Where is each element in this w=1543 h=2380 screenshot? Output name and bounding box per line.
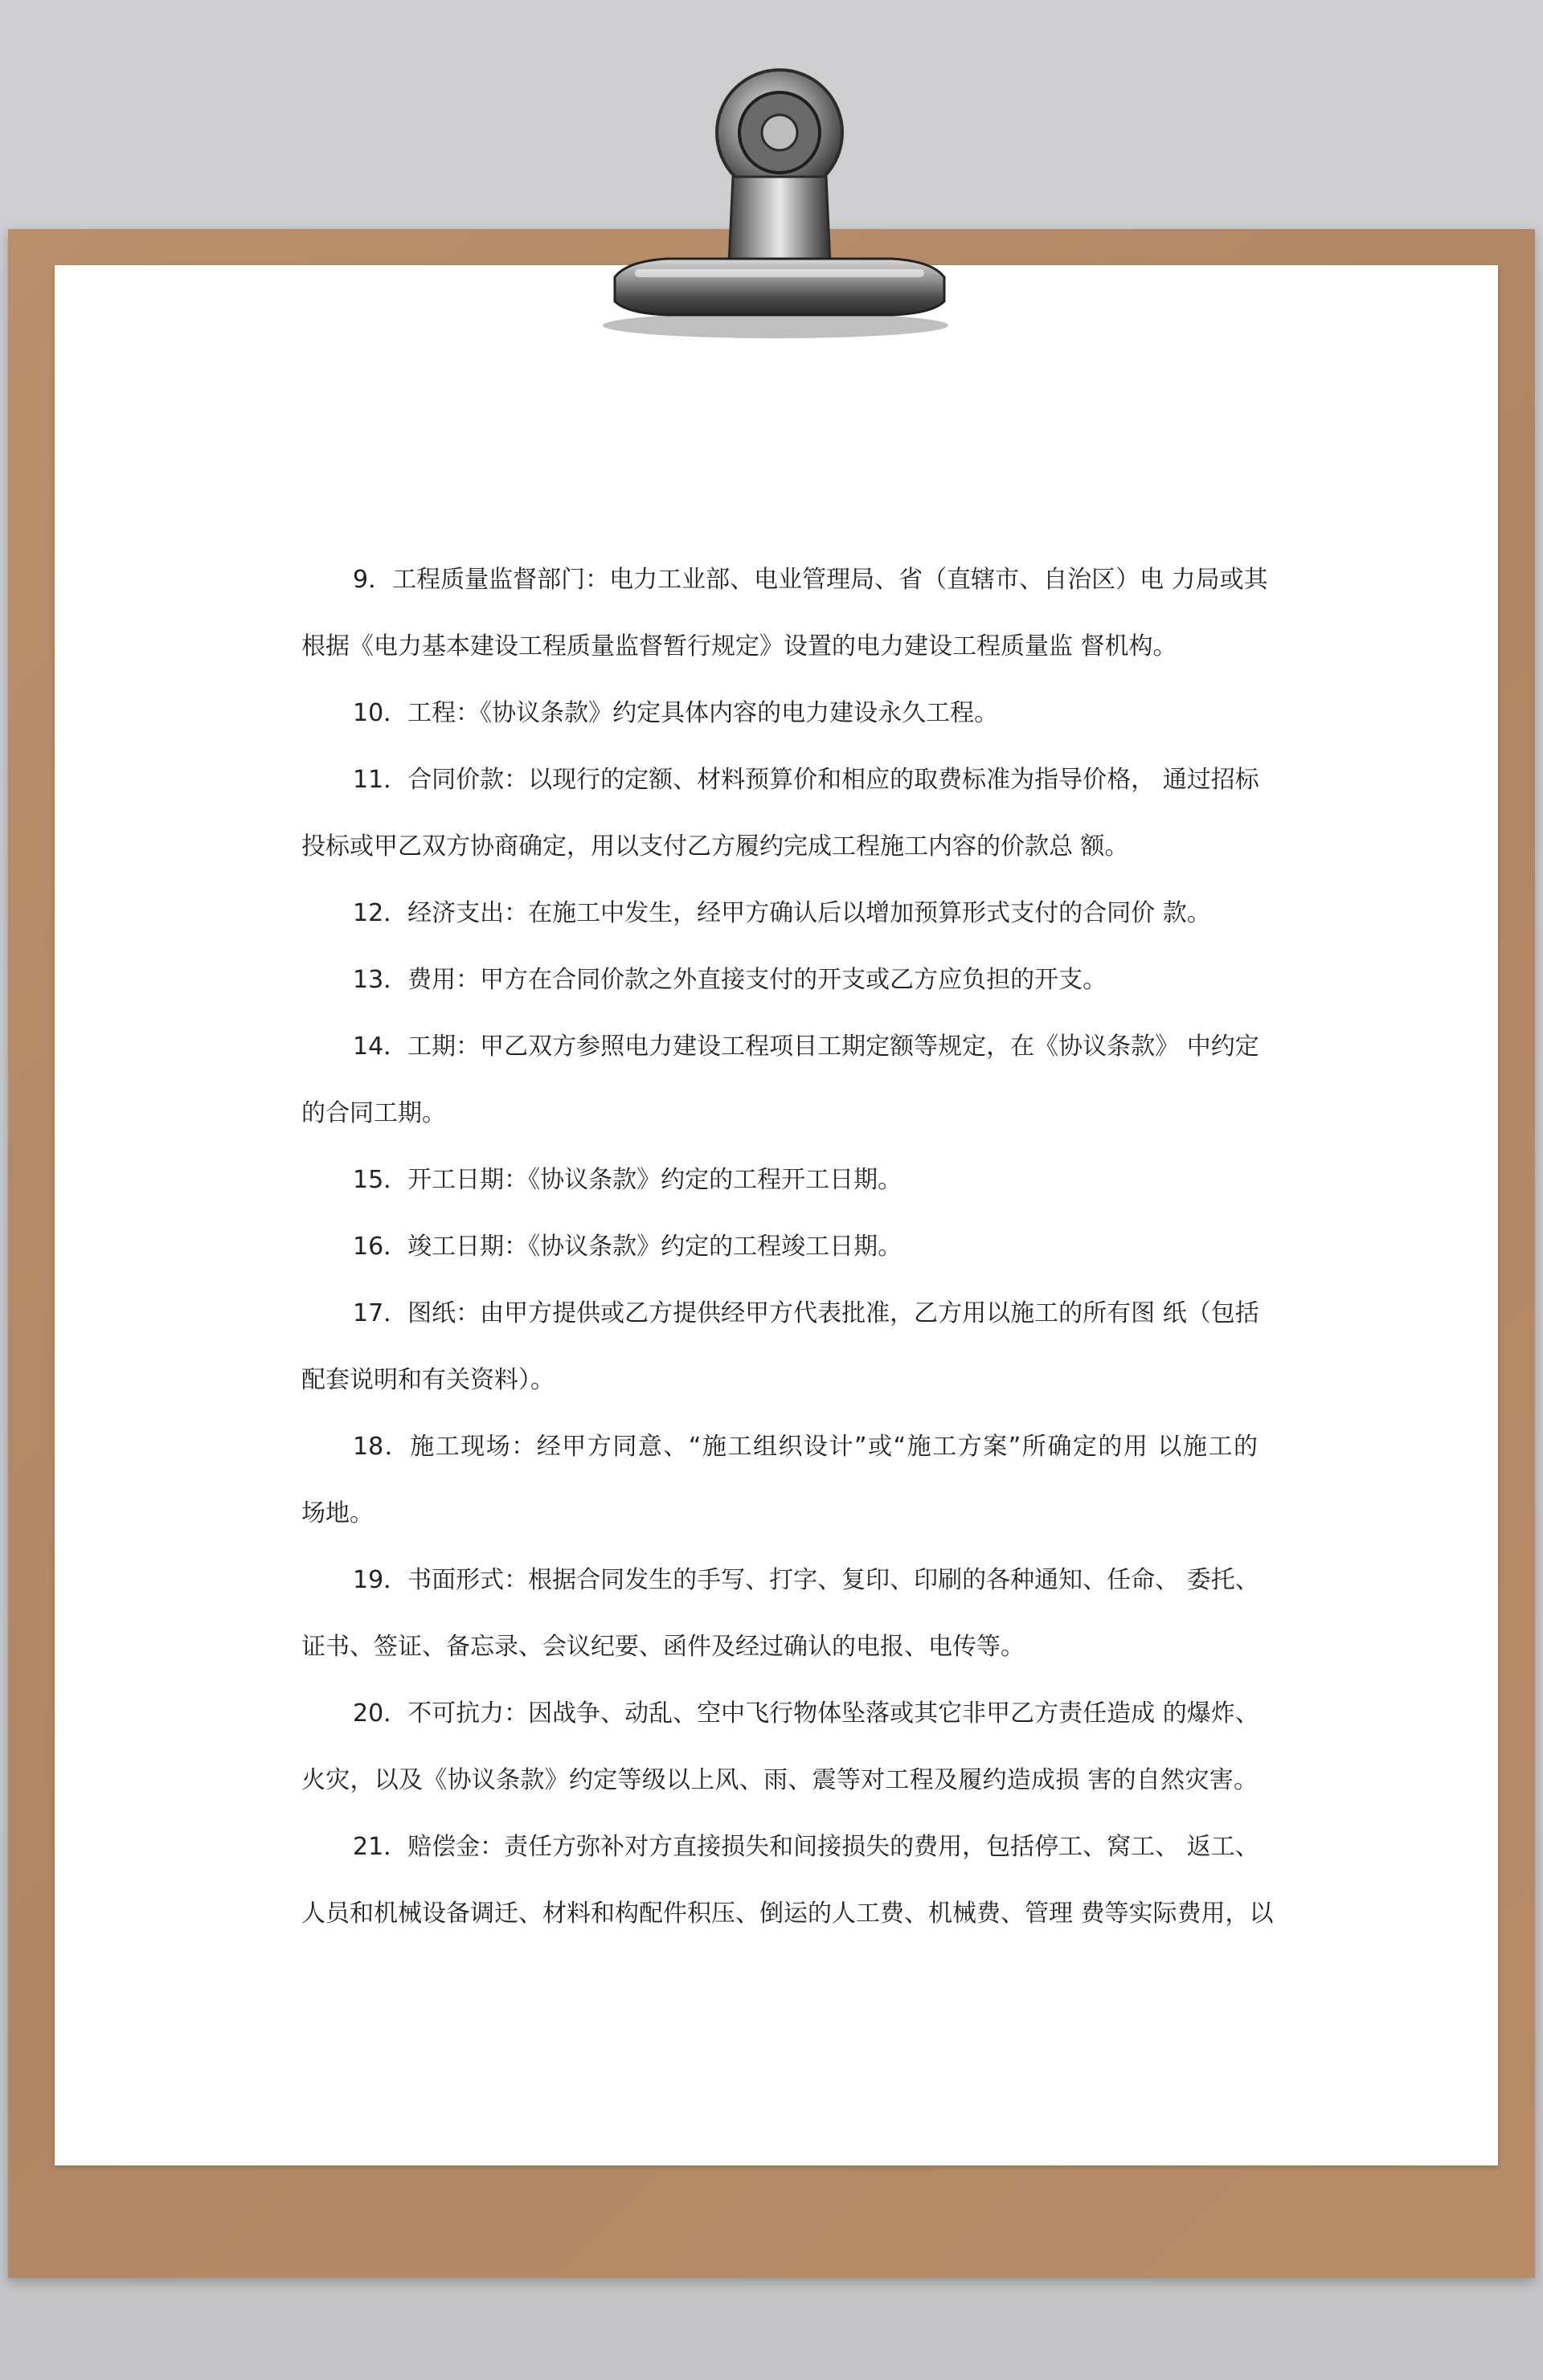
text-line: 根据《电力基本建设工程质量监督暂行规定》设置的电力建设工程质量监 督机构。: [301, 632, 1177, 660]
text-line: 11．合同价款：以现行的定额、材料预算价和相应的取费标准为指导价格， 通过招标: [353, 766, 1259, 794]
text-line: 投标或甲乙双方协商确定，用以支付乙方履约完成工程施工内容的价款总 额。: [301, 832, 1129, 861]
text-line: 19．书面形式：根据合同发生的手写、打字、复印、印刷的各种通知、任命、 委托、: [353, 1566, 1259, 1594]
text-line: 21．赔偿金：责任方弥补对方直接损失和间接损失的费用，包括停工、窝工、 返工、: [353, 1833, 1259, 1861]
text-line: 10．工程：《协议条款》约定具体内容的电力建设永久工程。: [353, 699, 999, 727]
text-line: 场地。: [301, 1499, 374, 1527]
text-line: 证书、签证、备忘录、会议纪要、函件及经过确认的电报、电传等。: [301, 1633, 1025, 1661]
binder-clip-icon: [579, 48, 956, 354]
text-line: 12．经济支出：在施工中发生，经甲方确认后以增加预算形式支付的合同价 款。: [353, 899, 1211, 927]
text-line: 人员和机械设备调迁、材料和构配件积压、倒运的人工费、机械费、管理 费等实际费用，以: [301, 1900, 1274, 1928]
text-line: 配套说明和有关资料）。: [301, 1366, 555, 1394]
text-line: 20．不可抗力：因战争、动乱、空中飞行物体坠落或其它非甲乙方责任造成 的爆炸、: [353, 1699, 1259, 1728]
text-line: 15．开工日期：《协议条款》约定的工程开工日期。: [353, 1166, 902, 1194]
text-line: 18．施工现场：经甲方同意、“施工组织设计”或“施工方案”所确定的用 以施工的: [353, 1433, 1258, 1461]
document-body: [301, 546, 1274, 1947]
text-line: 9．工程质量监督部门：电力工业部、电业管理局、省（直辖市、自治区）电 力局或其: [353, 566, 1268, 594]
text-line: 的合同工期。: [301, 1099, 446, 1127]
text-line: 14．工期：甲乙双方参照电力建设工程项目工期定额等规定，在《协议条款》 中约定: [353, 1033, 1259, 1061]
text-line: 17．图纸：由甲方提供或乙方提供经甲方代表批准，乙方用以施工的所有图 纸（包括: [353, 1299, 1259, 1327]
text-line: 火灾，以及《协议条款》约定等级以上风、雨、震等对工程及履约造成损 害的自然灾害。: [301, 1766, 1258, 1794]
text-line: 16．竣工日期：《协议条款》约定的工程竣工日期。: [353, 1233, 902, 1261]
text-line: 13．费用：甲方在合同价款之外直接支付的开支或乙方应负担的开支。: [353, 966, 1107, 994]
